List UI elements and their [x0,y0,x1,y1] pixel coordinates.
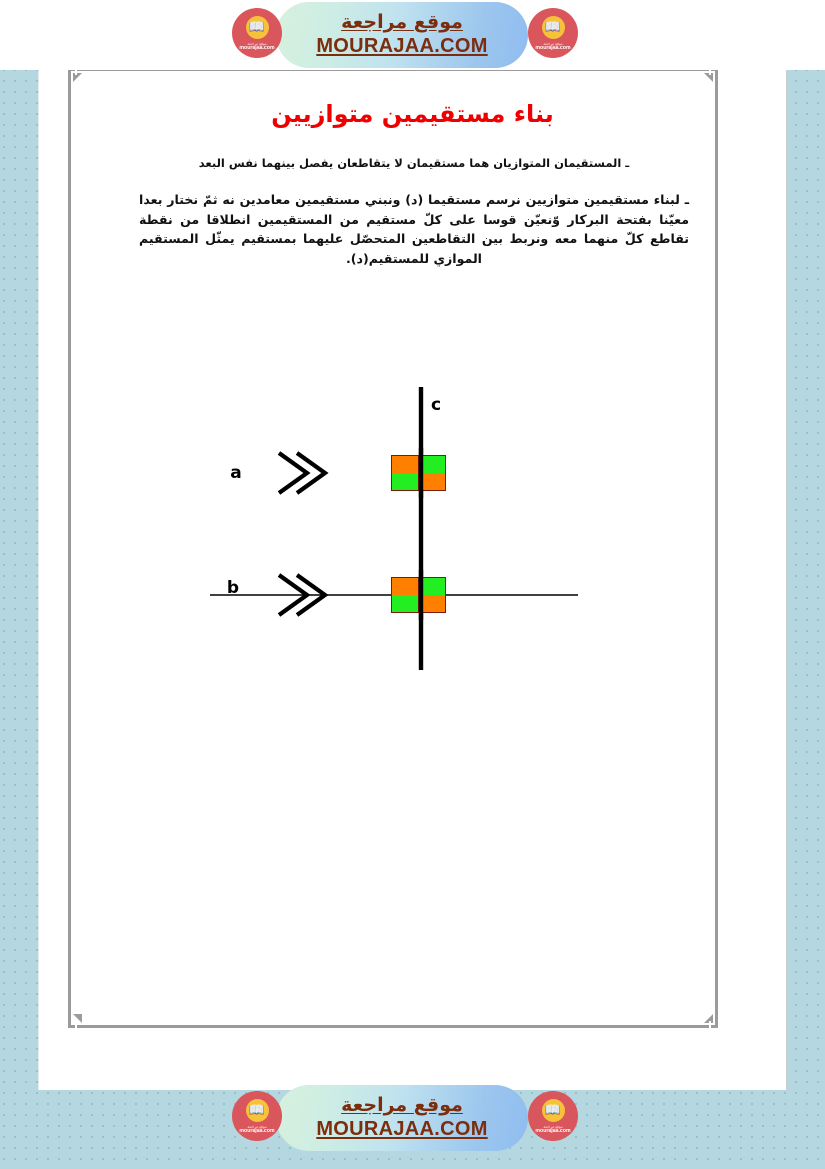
parallel-marks-b [279,575,325,615]
footer-brand-pill[interactable] [276,1085,528,1151]
header-brand-bar [0,0,825,70]
footer-logo-badge-right[interactable] [528,1091,578,1141]
page-sheet [39,0,786,1090]
badge-caption-latin: mourajaa.com [239,1127,275,1134]
crop-corner-top-left [73,73,82,82]
brand-domain: MOURAJAA.COM [316,34,488,57]
header-logo-badge-left[interactable] [232,8,282,58]
tick-square-a [391,448,446,498]
footer-brand-bar [0,1083,825,1169]
brand-name-arabic: موقع مراجعة [341,1094,463,1117]
badge-caption-arabic: موقع مراجعة [543,1124,563,1129]
badge-caption-arabic: موقع مراجعة [247,41,267,46]
crop-corner-bottom-left [73,1014,82,1023]
label-line-b: b [226,578,240,598]
brand-domain: MOURAJAA.COM [316,1117,488,1140]
tick-square-b [391,570,446,620]
header-logo-badge-right[interactable] [528,8,578,58]
construction-paragraph: ـ لبناء مستقيمين متوازيين نرسم مستقيما (د) ونبني مستقيمين معامدين نه ثمّ نختار بعدا معيّنا بفتحة البركار وّنعيّن قوسا على كلّ مستقيم من المستقيمين انطلاقا من نقطة تقاطع كلّ منهما معه ونربط بين التقاطعين المتحصّل عليهما بمستقيم يمثّل المستقيم الموازي للمستقيم(د). [139,192,689,266]
badge-caption-latin: mourajaa.com [535,1127,571,1134]
open-book-icon: 📖 [542,16,565,39]
definition-paragraph: ـ المستقيمان المتوازيان هما مستقيمان لا يتقاطعان يفصل بينهما نفس البعد [198,156,630,170]
open-book-icon: 📖 [246,1099,269,1122]
label-line-c: c [430,395,442,415]
parallel-marks-a [279,453,325,493]
crop-nick-br [709,1021,711,1031]
open-book-icon: 📖 [542,1099,565,1122]
crop-edge-right [715,68,718,1028]
badge-caption-arabic: موقع مراجعة [543,41,563,46]
page-title: بناء مستقيمين متوازيين [271,100,554,128]
footer-logo-badge-left[interactable] [232,1091,282,1141]
header-brand-pill[interactable] [276,2,528,68]
crop-edge-bottom [68,1025,718,1028]
crop-corner-top-right [704,73,713,82]
crop-corner-bottom-right [704,1014,713,1023]
brand-name-arabic: موقع مراجعة [341,11,463,34]
badge-caption-latin: mourajaa.com [535,44,571,51]
badge-caption-latin: mourajaa.com [239,44,275,51]
label-line-a: a [230,463,242,483]
open-book-icon: 📖 [246,16,269,39]
crop-edge-left [68,68,71,1028]
crop-nick-bl [75,1021,77,1031]
badge-caption-arabic: موقع مراجعة [247,1124,267,1129]
